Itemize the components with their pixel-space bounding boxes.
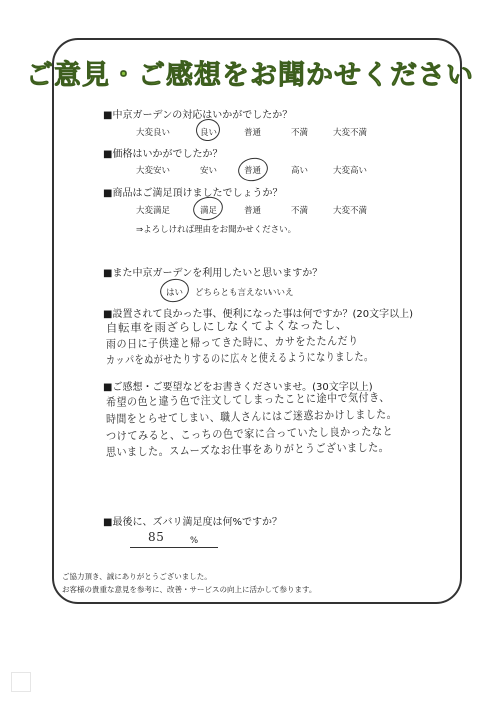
- q1-option-very-good[interactable]: 大変良い: [136, 128, 171, 138]
- benefits-answer-line-1: 自転車を雨ざらしにしなくてよくなったし、: [105, 317, 349, 335]
- q1-option-unsatisfied[interactable]: 不満: [291, 128, 309, 138]
- q3-option-unsatisfied[interactable]: 不満: [291, 206, 309, 216]
- q2-option-expensive[interactable]: 高い: [291, 166, 309, 176]
- feedback-answer-line-3: つけてみると、こっちの色で家に合っていたし良かったなと: [105, 423, 394, 443]
- feedback-answer-line-4: 思いました。スムーズなお仕事をありがとうございました。: [105, 440, 390, 459]
- q4-option-no[interactable]: いいえ: [268, 288, 294, 298]
- q1-option-very-unsatisfied[interactable]: 大変不満: [333, 128, 368, 138]
- question-staff-response: ■中京ガーデンの対応はいかがでしたか？: [103, 110, 293, 121]
- q4-option-yes[interactable]: はい: [166, 288, 184, 298]
- q1-option-good[interactable]: 良い: [200, 128, 218, 138]
- q2-option-very-cheap[interactable]: 大変安い: [136, 166, 171, 176]
- scan-corner-mark: [11, 672, 31, 692]
- q3-option-very-satisfied[interactable]: 大変満足: [136, 206, 171, 216]
- q3-option-very-unsatisfied[interactable]: 大変不満: [333, 206, 368, 216]
- page-title: ご意見・ご感想をお聞かせください: [26, 60, 474, 91]
- feedback-answer-line-2: 時間をとらせてしまい、職人さんにはご迷惑おかけしました。: [105, 406, 398, 426]
- footer-thanks: ご協力頂き、誠にありがとうございました。: [62, 572, 212, 581]
- question-feedback: ■ご感想・ご要望などをお書きくださいませ。(30文字以上): [103, 382, 373, 393]
- q2-option-cheap[interactable]: 安い: [200, 166, 218, 176]
- q3-option-satisfied[interactable]: 満足: [200, 206, 218, 216]
- benefits-answer-line-3: カッパをぬがせたりするのに広々と使えるようになりました。: [105, 349, 374, 367]
- q1-option-normal[interactable]: 普通: [244, 128, 262, 138]
- benefits-answer-line-2: 雨の日に子供達と帰ってきた時に、カサをたたんだり: [105, 333, 359, 351]
- question-reuse: ■また中京ガーデンを利用したいと思いますか？: [103, 268, 323, 279]
- q3-reason-prompt: ⇒よろしければ理由をお聞かせください。: [136, 225, 297, 235]
- question-price: ■価格はいかがでしたか？: [103, 149, 223, 160]
- satisfaction-value[interactable]: 85: [148, 530, 165, 544]
- question-product-satisfaction: ■商品はご満足頂けましたでしょうか？: [103, 188, 283, 199]
- footer-note: お客様の貴重な意見を参考に、改善・サービスの向上に活かして参ります。: [62, 585, 317, 594]
- q4-option-neither[interactable]: どちらとも言えない: [195, 288, 272, 298]
- question-satisfaction-rate: ■最後に、ズバリ満足度は何%ですか？: [103, 517, 282, 528]
- question-benefits: ■設置されて良かった事、便利になった事は何ですか？(20文字以上): [103, 309, 413, 320]
- q2-option-normal[interactable]: 普通: [244, 166, 262, 176]
- q3-option-normal[interactable]: 普通: [244, 206, 262, 216]
- q2-option-very-expensive[interactable]: 大変高い: [333, 166, 368, 176]
- satisfaction-underline: [130, 547, 218, 548]
- feedback-answer-line-1: 希望の色と違う色で注文してしまったことに途中で気付き、: [105, 390, 390, 409]
- satisfaction-unit: %: [190, 536, 199, 546]
